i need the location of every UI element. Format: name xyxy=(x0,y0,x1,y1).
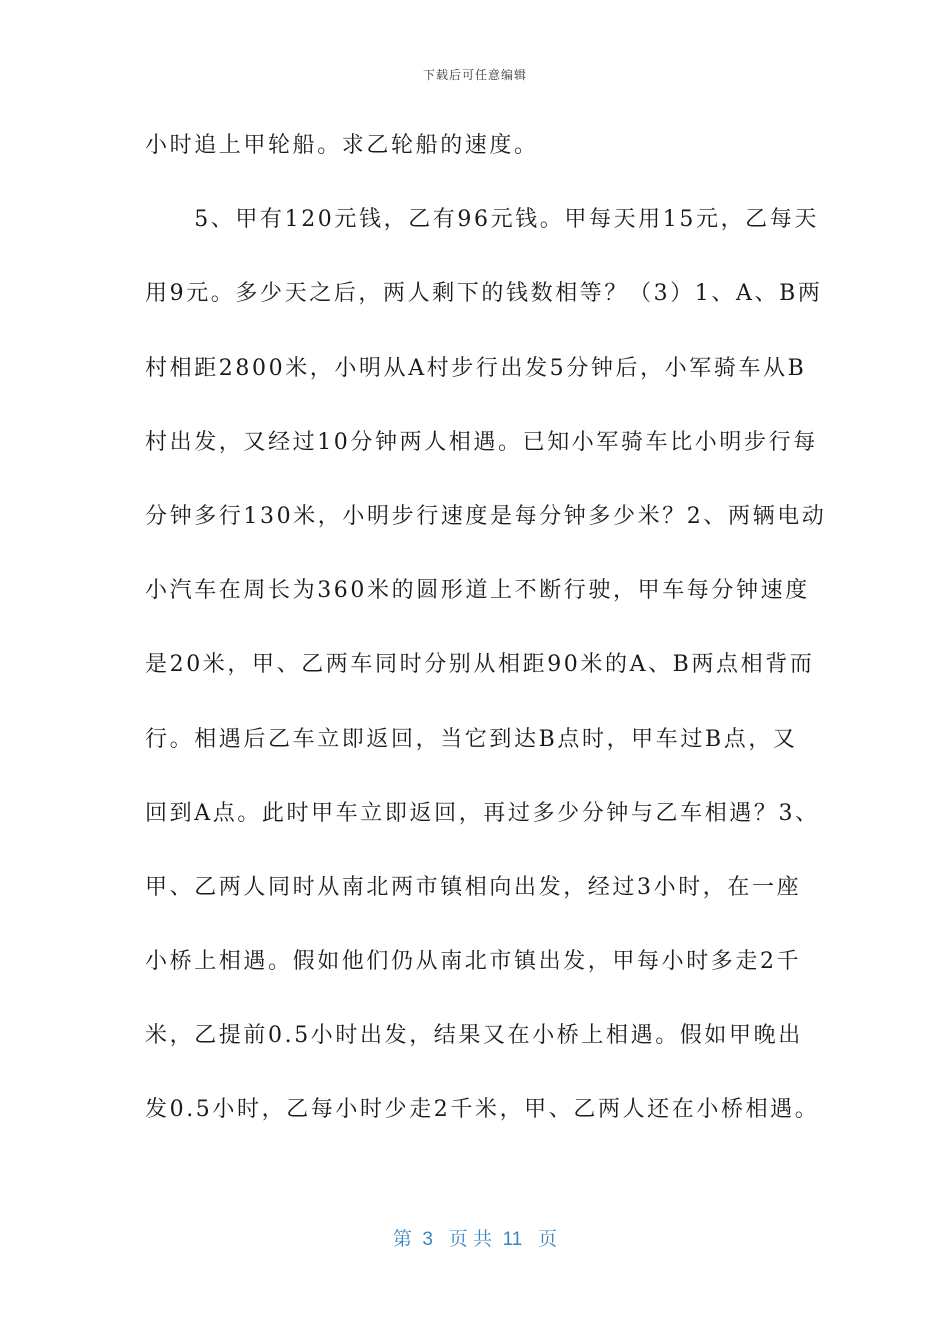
text-line: 分钟多行130米，小明步行速度是每分钟多少米？2、两辆电动 xyxy=(145,503,827,529)
document-body xyxy=(145,118,827,1157)
text-line: 甲、乙两人同时从南北两市镇相向出发，经过3小时，在一座 xyxy=(145,874,802,900)
text-line: 米，乙提前0.5小时出发，结果又在小桥上相遇。假如甲晚出 xyxy=(145,1023,803,1049)
text-line: 村出发，又经过10分钟两人相遇。已知小军骑车比小明步行每 xyxy=(145,429,818,455)
page-header: 下载后可任意编辑 xyxy=(422,68,527,82)
text-line: 行。相遇后乙车立即返回，当它到达B点时，甲车过B点，又 xyxy=(145,726,798,752)
text-line: 小时追上甲轮船。求乙轮船的速度。 xyxy=(145,133,539,158)
text-line: 用9元。多少天之后，两人剩下的钱数相等？（3）1、A、B两 xyxy=(145,281,823,307)
text-line: 小桥上相遇。假如他们仍从南北市镇出发，甲每小时多走2千 xyxy=(145,949,802,975)
text-line: 发0.5小时，乙每小时少走2千米，甲、乙两人还在小桥相遇。 xyxy=(145,1097,820,1123)
text-line: 村相距2800米，小明从A村步行出发5分钟后，小军骑车从B xyxy=(145,355,807,381)
text-line: 小汽车在周长为360米的圆形道上不断行驶，甲车每分钟速度 xyxy=(145,578,810,604)
text-line: 是20米，甲、乙两车同时分别从相距90米的A、B两点相背而 xyxy=(145,652,815,678)
text-line: 回到A点。此时甲车立即返回，再过多少分钟与乙车相遇？3、 xyxy=(145,800,820,826)
text-line: 5、甲有120元钱，乙有96元钱。甲每天用15元，乙每天 xyxy=(145,207,819,233)
page-footer: 第 3 页 共 11 页 xyxy=(392,1229,558,1250)
